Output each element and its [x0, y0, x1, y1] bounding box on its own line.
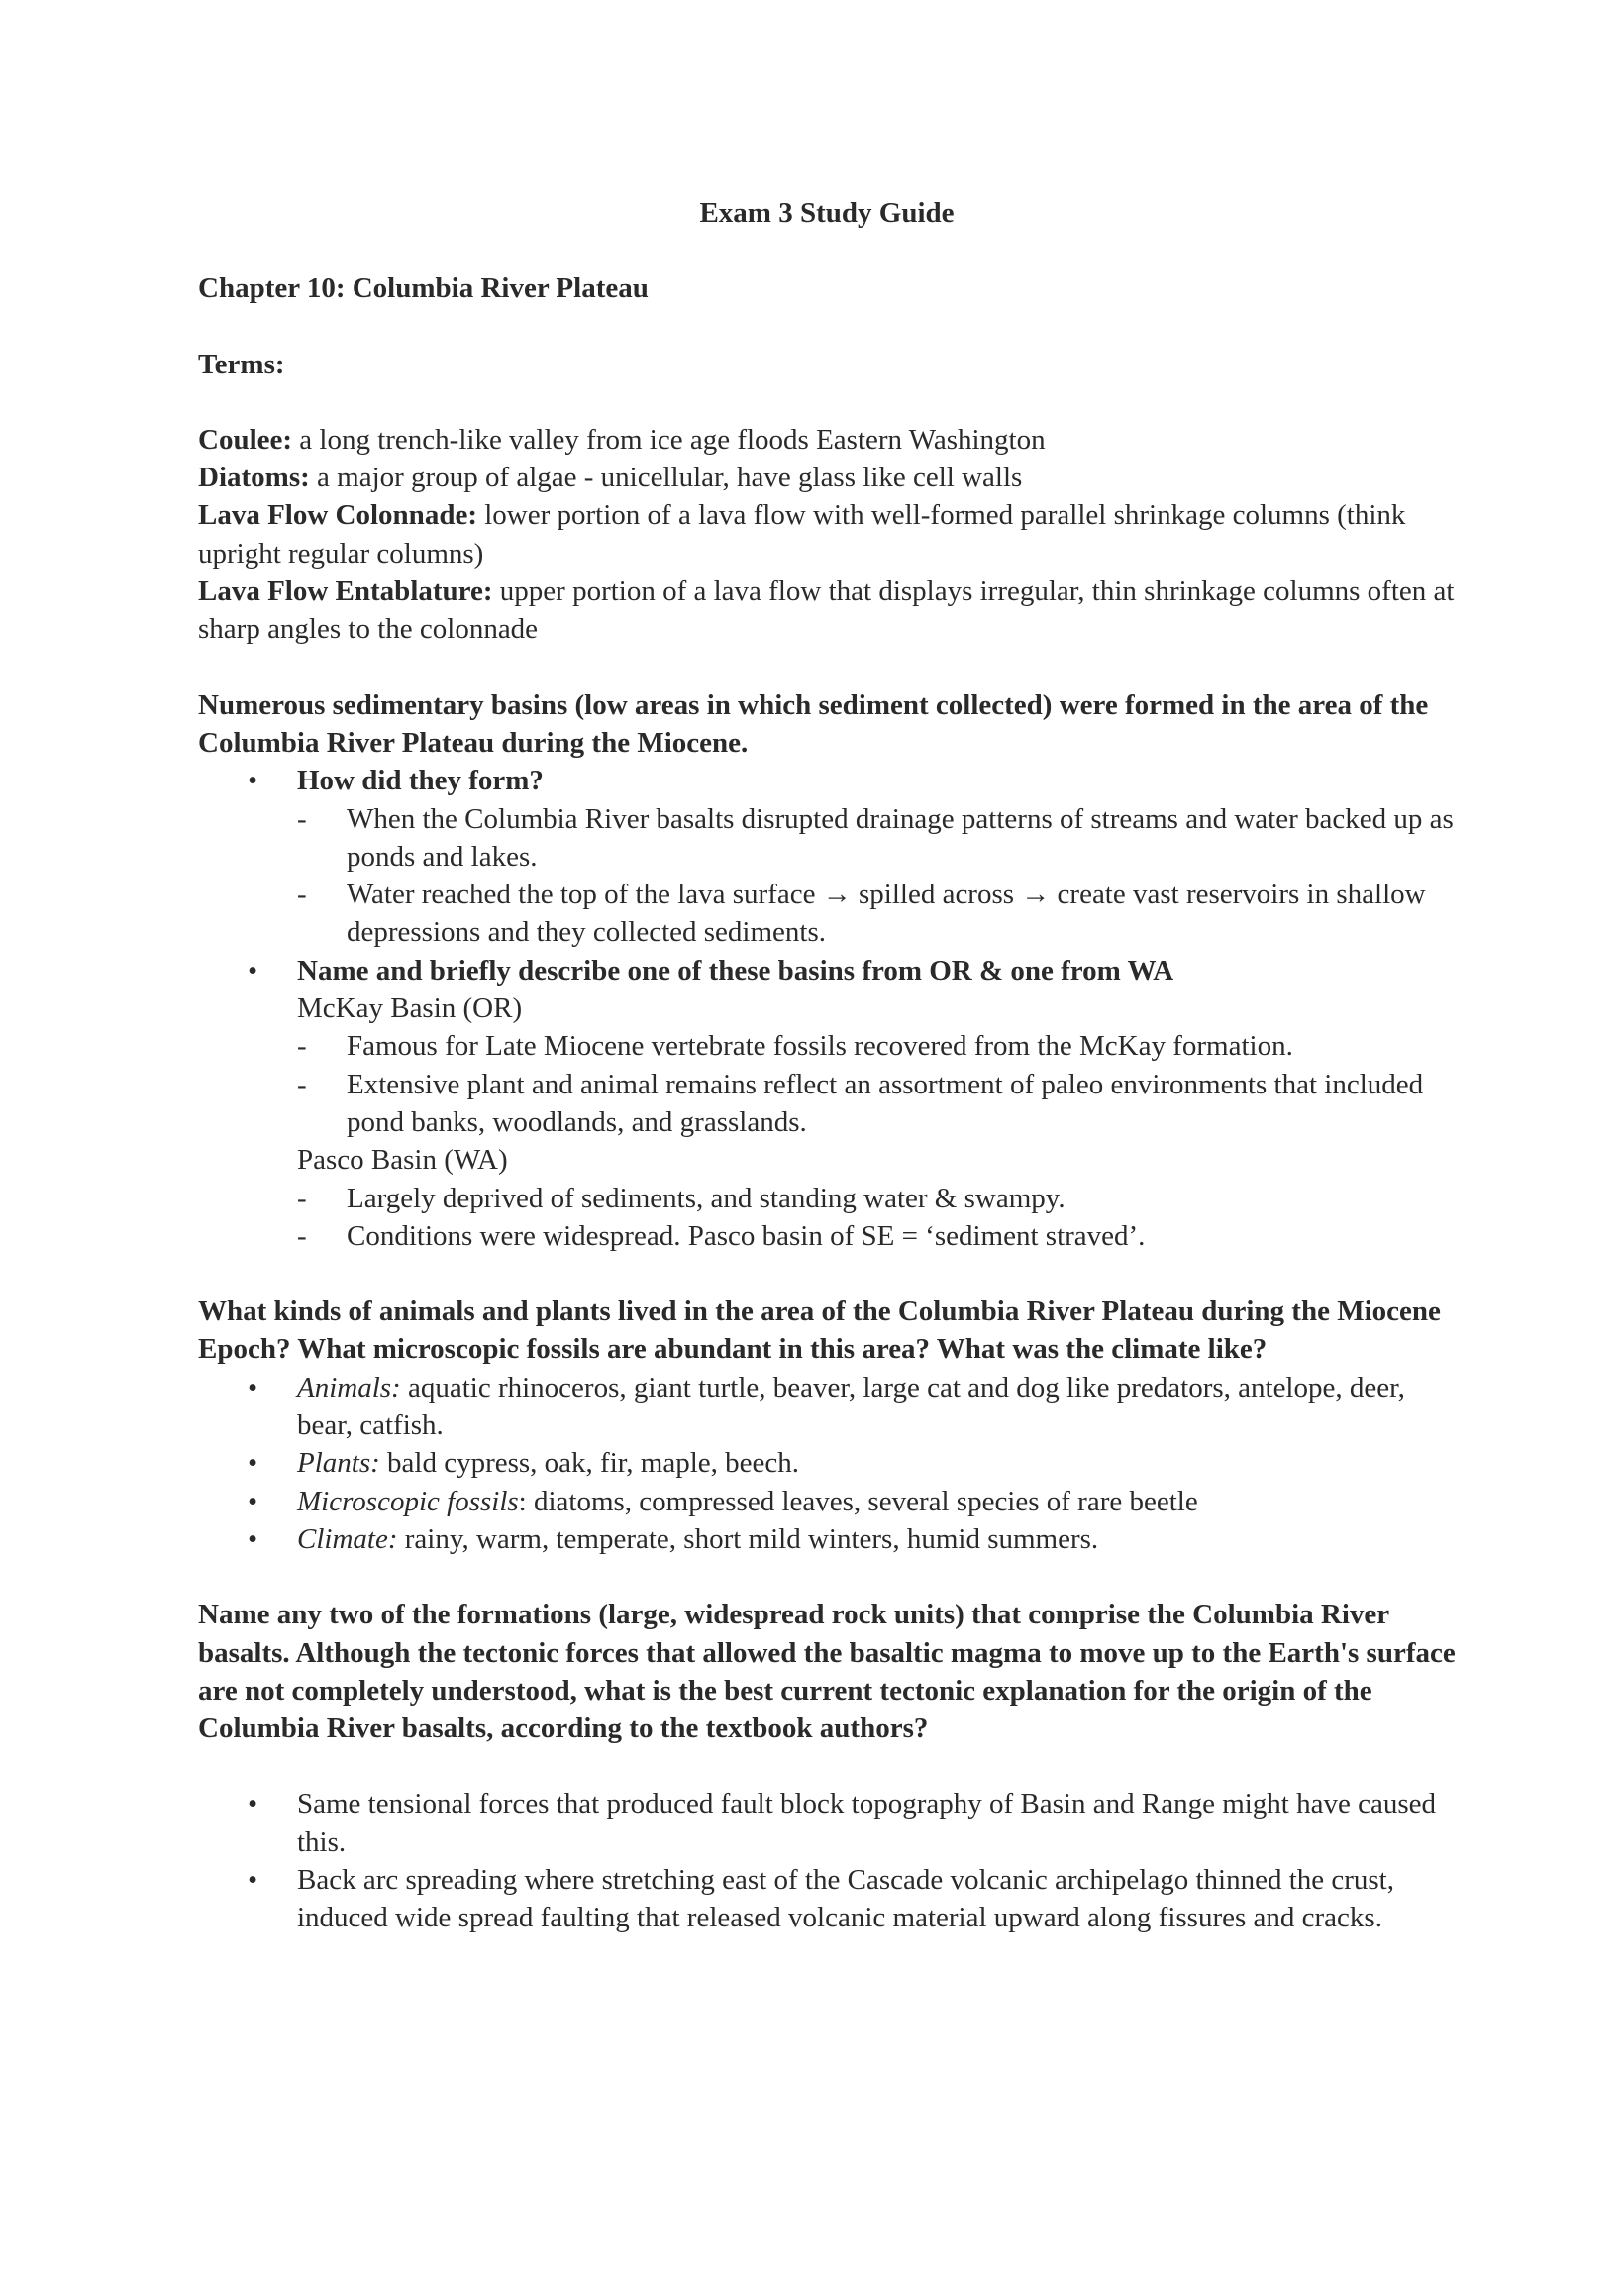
dash-icon: - — [297, 1219, 307, 1252]
section-question: Numerous sedimentary basins (low areas in which sediment collected) were formed in the area of the Columbia River Plateau during the Miocene. — [198, 688, 1429, 759]
bullet-icon: • — [248, 1447, 258, 1480]
dash-item — [297, 1217, 1456, 1255]
dash-list — [297, 1180, 1456, 1256]
item-text: Same tensional forces that produced fault block topography of Basin and Range might have caused this. — [297, 1788, 1437, 1858]
list-item — [248, 1861, 1456, 1937]
basin-name: McKay Basin (OR) — [297, 992, 523, 1025]
bullet-label: Name and briefly describe one of these basins from OR & one from WA — [297, 954, 1174, 987]
section-question: What kinds of animals and plants lived in the area of the Columbia River Plateau during the Miocene Epoch? What microscopic fossils are abundant in this area? What was the climate like? — [198, 1296, 1441, 1366]
bullet-list — [198, 762, 1456, 1255]
bullet-list — [198, 1369, 1456, 1558]
dash-icon: - — [297, 1030, 307, 1063]
dash-item — [297, 1180, 1456, 1217]
term-definition: a major group of algae - unicellular, have glass like cell walls — [309, 462, 1023, 494]
term-entry — [198, 572, 1456, 649]
section-basalt-formations — [198, 1596, 1456, 1936]
term-definition: a long trench-like valley from ice age floods Eastern Washington — [292, 423, 1046, 456]
term-name: Lava Flow Entablature: — [198, 575, 493, 608]
term-entry — [198, 459, 1456, 496]
terms-list — [198, 421, 1456, 649]
spacer — [198, 1747, 1456, 1785]
dash-text: Famous for Late Miocene vertebrate fossils recovered from the McKay formation. — [347, 1030, 1293, 1063]
item-text: rainy, warm, temperate, short mild winters, humid summers. — [397, 1522, 1099, 1555]
dash-text: Extensive plant and animal remains reflect an assortment of paleo environments that included pond banks, woodlands, and grasslands. — [347, 1068, 1424, 1138]
dash-text: Largely deprived of sediments, and standing water & swampy. — [347, 1182, 1066, 1214]
dash-icon: - — [297, 1068, 307, 1100]
item-label: Animals: — [297, 1371, 401, 1404]
dash-icon: - — [297, 879, 307, 911]
term-entry — [198, 496, 1456, 572]
basin-name: Pasco Basin (WA) — [297, 1144, 508, 1177]
term-name: Diatoms: — [198, 462, 310, 494]
dash-list — [297, 1027, 1456, 1141]
bullet-icon: • — [248, 1522, 258, 1555]
section-miocene-life — [198, 1293, 1456, 1558]
dash-item — [297, 1066, 1456, 1142]
dash-text: When the Columbia River basalts disrupted drainage patterns of streams and water backed up as ponds and lakes. — [347, 802, 1454, 873]
section-sedimentary-basins — [198, 686, 1456, 1255]
list-item — [248, 1483, 1456, 1520]
list-item — [248, 1444, 1456, 1482]
dash-icon: - — [297, 1182, 307, 1214]
term-name: Coulee: — [198, 423, 293, 456]
list-item — [248, 952, 1456, 1255]
bullet-icon: • — [248, 1485, 258, 1517]
bullet-label: How did they form? — [297, 765, 544, 797]
list-item — [248, 1520, 1456, 1558]
chapter-heading: Chapter 10: Columbia River Plateau — [198, 272, 649, 305]
dash-item — [297, 1027, 1456, 1065]
bullet-icon: • — [248, 765, 258, 797]
bullet-icon: • — [248, 1788, 258, 1820]
document-page — [198, 194, 1456, 1975]
dash-icon: - — [297, 802, 307, 835]
item-text: bald cypress, oak, fir, maple, beech. — [379, 1447, 799, 1480]
term-entry — [198, 421, 1456, 459]
bullet-list — [198, 1785, 1456, 1936]
item-text: Back arc spreading where stretching east of the Cascade volcanic archipelago thinned the crust, induced wide spread faulting that released volcanic material upward along fissures and cracks. — [297, 1863, 1394, 1934]
section-question: Name any two of the formations (large, widespread rock units) that comprise the Columbia River basalts. Although the tectonic forces that allowed the basaltic magma to move up to the Earth's surface are not completely understood, what is the best current tectonic explanation for the origin of the Columbia River basalts, according to the textbook authors? — [198, 1599, 1456, 1745]
dash-text: Conditions were widespread. Pasco basin of SE = ‘sediment straved’. — [347, 1219, 1146, 1252]
bullet-icon: • — [248, 1863, 258, 1896]
terms-heading: Terms: — [198, 348, 285, 380]
item-label: Plants: — [297, 1447, 380, 1480]
dash-text: Water reached the top of the lava surface → spilled across → create vast reservoirs in shallow depressions and they collected sediments. — [347, 879, 1426, 949]
list-item — [248, 1369, 1456, 1445]
dash-list — [297, 800, 1456, 952]
term-name: Lava Flow Colonnade: — [198, 499, 477, 532]
bullet-icon: • — [248, 954, 258, 987]
item-label: Microscopic fossils — [297, 1485, 519, 1517]
item-text: aquatic rhinoceros, giant turtle, beaver, large cat and dog like predators, antelope, deer, bear, catfish. — [297, 1371, 1405, 1442]
term-definition: upper portion of a lava flow that displays irregular, thin shrinkage columns often at sharp angles to the colonnade — [198, 575, 1455, 646]
item-label: Climate: — [297, 1522, 398, 1555]
bullet-icon: • — [248, 1371, 258, 1404]
list-item — [248, 762, 1456, 951]
item-text: : diatoms, compressed leaves, several species of rare beetle — [518, 1485, 1198, 1517]
list-item — [248, 1785, 1456, 1861]
document-title: Exam 3 Study Guide — [699, 197, 955, 229]
dash-item — [297, 800, 1456, 877]
dash-item — [297, 876, 1456, 952]
term-definition: lower portion of a lava flow with well-formed parallel shrinkage columns (think upright regular columns) — [198, 499, 1406, 570]
